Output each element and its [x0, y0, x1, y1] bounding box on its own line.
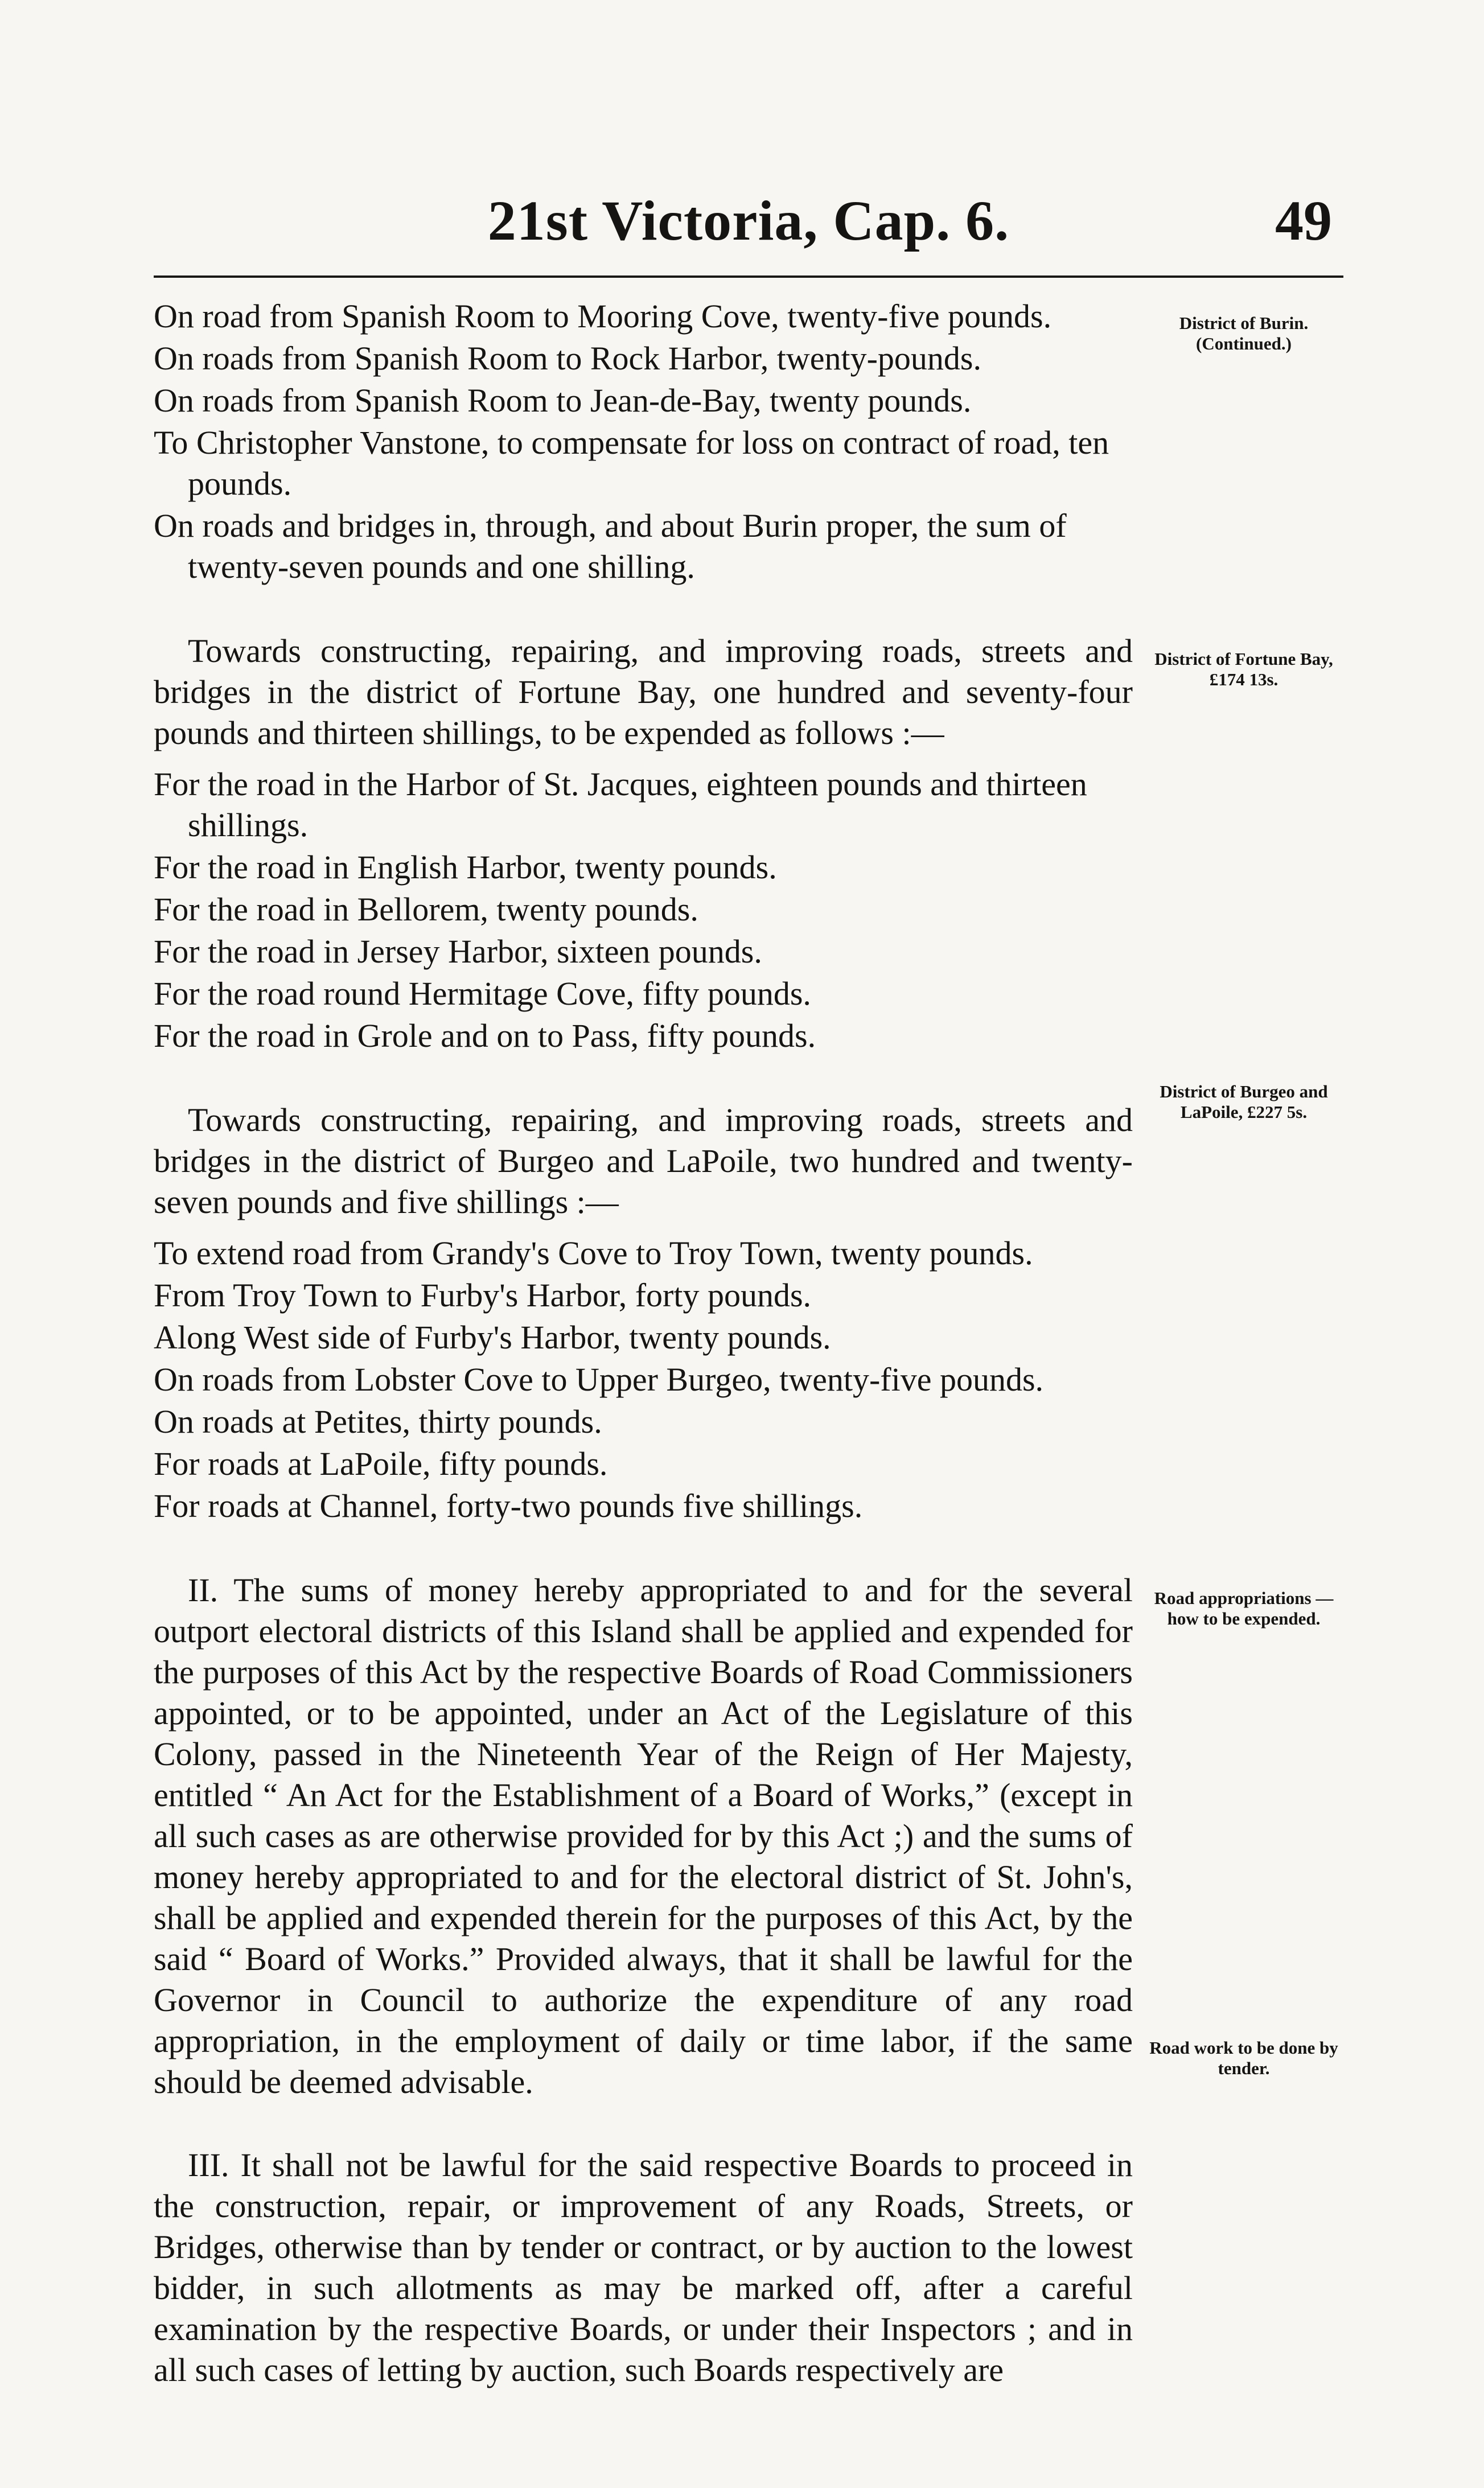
list-item: On roads from Spanish Room to Rock Harbor, twenty-pounds.	[154, 340, 981, 377]
page-number: 49	[1275, 189, 1332, 252]
header-rule	[154, 275, 1343, 278]
margin-note-burin: District of Burin. (Continued.)	[1179, 313, 1309, 353]
margin-note-road-work: Road work to be done by tender.	[1149, 2038, 1338, 2078]
margin-note-fortune-bay: District of Fortune Bay, £174 13s.	[1154, 649, 1333, 689]
list-item: To extend road from Grandy's Cove to Troy Town, twenty pounds.	[154, 1235, 1033, 1272]
running-title: 21st Victoria, Cap. 6.	[487, 189, 1010, 252]
list-item: For the road in the Harbor of St. Jacques, eighteen pounds and thirteen shillings.	[154, 766, 1087, 844]
list-item: For roads at LaPoile, fifty pounds.	[154, 1445, 608, 1482]
list-item: On road from Spanish Room to Mooring Cove, twenty-five pounds.	[154, 298, 1052, 335]
margin-note-road-appropriations: Road appropriations —how to be expended.	[1154, 1588, 1334, 1628]
list-item: On roads at Petites, thirty pounds.	[154, 1403, 602, 1440]
section-2-paragraph: II. The sums of money hereby appropriated to and for the several outport electoral districts of this Island shall be applied and expended for the purposes of this Act by the respective Boards of Road Commissioners appointed, or to be appointed, under an Act of the Legislature of this Colony, passed in the Nineteenth Year of the Reign of Her Majesty, entitled “ An Act for the Establishment of a Board of Works,” (except in all such cases as are otherwise provided for by this Act ;) and the sums of money hereby appropriated to and for the electoral district of St. John's, shall be applied and expended therein for the purposes of this Act, by the said “ Board of Works.” Provided always, that it shall be lawful for the Governor in Council to authorize the expenditure of any road appropriation, in the employment of daily or time labor, if the same should be deemed advisable.	[154, 1572, 1133, 2100]
list-item: To Christopher Vanstone, to compensate for loss on contract of road, ten pounds.	[154, 424, 1109, 502]
list-item: Along West side of Furby's Harbor, twenty pounds.	[154, 1319, 831, 1356]
section-fortune-bay	[154, 631, 1133, 1056]
list-item: For the road in Jersey Harbor, sixteen pounds.	[154, 933, 762, 970]
section-3-paragraph: III. It shall not be lawful for the said respective Boards to proceed in the construction, repair, or improvement of any Roads, Streets, or Bridges, otherwise than by tender or contract, or by auction to the lowest bidder, in such allotments as may be marked off, after a careful examination by the respective Boards, or under their Inspectors ; and in all such cases of letting by auction, such Boards respectively are	[154, 2146, 1133, 2388]
list-item: On roads from Spanish Room to Jean-de-Bay, twenty pounds.	[154, 382, 972, 419]
section-burin	[154, 296, 1133, 587]
list-item: On roads and bridges in, through, and about Burin proper, the sum of twenty-seven pounds and one shilling.	[154, 507, 1067, 585]
section-intro: Towards constructing, repairing, and improving roads, streets and bridges in the district of Burgeo and LaPoile, two hundred and twenty-seven pounds and five shillings :—	[154, 1101, 1133, 1220]
section-intro: Towards constructing, repairing, and improving roads, streets and bridges in the district of Fortune Bay, one hundred and seventy-four pounds and thirteen shillings, to be expended as follows :—	[154, 632, 1133, 751]
list-item: For roads at Channel, forty-two pounds five shillings.	[154, 1487, 863, 1524]
body-text	[154, 296, 1133, 2391]
list-item: For the road in Grole and on to Pass, fifty pounds.	[154, 1017, 816, 1054]
list-item: On roads from Lobster Cove to Upper Burgeo, twenty-five pounds.	[154, 1361, 1044, 1398]
section-burgeo	[154, 1100, 1133, 1527]
list-item: For the road round Hermitage Cove, fifty pounds.	[154, 975, 811, 1012]
list-item: For the road in Bellorem, twenty pounds.	[154, 891, 698, 928]
margin-note-burgeo: District of Burgeo and LaPoile, £227 5s.	[1160, 1081, 1328, 1122]
list-item: For the road in English Harbor, twenty pounds.	[154, 849, 777, 886]
page-header	[154, 188, 1343, 268]
list-item: From Troy Town to Furby's Harbor, forty pounds.	[154, 1277, 812, 1314]
